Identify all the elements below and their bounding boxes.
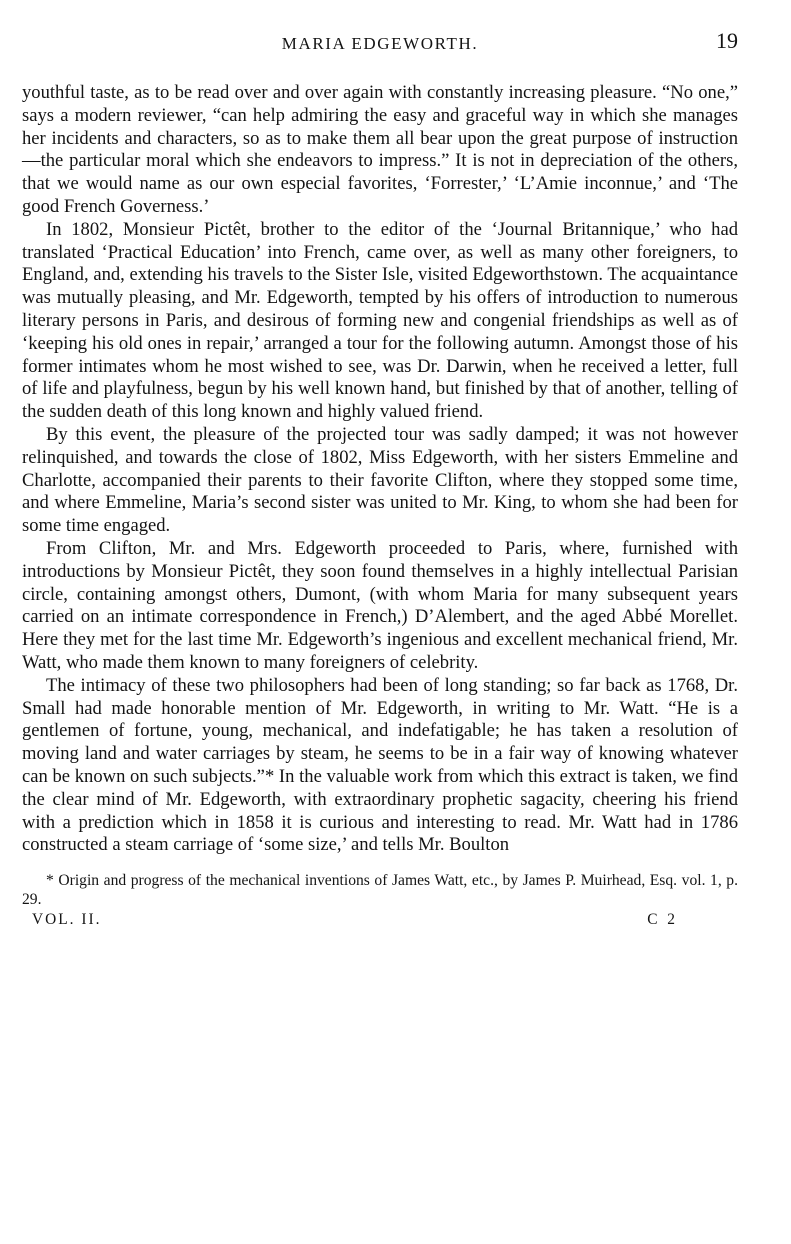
footnote: * Origin and progress of the mechanical inventions of James Watt, etc., by James P. Muirhead, Esq. vol. 1, p. 29. bbox=[22, 872, 738, 909]
volume-note: VOL. II. bbox=[32, 911, 102, 929]
signature-mark: C 2 bbox=[647, 911, 678, 929]
running-header bbox=[22, 28, 738, 60]
page-number: 19 bbox=[716, 28, 738, 53]
paragraph-tour-clifton: By this event, the pleasure of the projected tour was sadly damped; it was not however relinquished, and towards the close of 1802, Miss Edgeworth, with her sisters Emmeline and Charlotte, accompanied their parents to their favorite Clifton, where they stopped some time, and where Emmeline, Maria’s second sister was united to Mr. King, to whom she had been for some time engaged. bbox=[22, 423, 738, 537]
main-text bbox=[22, 82, 738, 857]
paragraph-watt-friendship: The intimacy of these two philosophers had been of long standing; so far back as 1768, Dr. Small had made honorable mention of Mr. Edgeworth, in writing to Mr. Watt. “He is a gentlemen of fortune, young, mechanical, and indefatigable; he has taken a resolution of moving land and water carriages by steam, he seems to be in a fair way of knowing whatever can be known on such subjects.”* In the valuable work from which this extract is taken, we find the clear mind of Mr. Edgeworth, with extraordinary prophetic sagacity, cheering his friend with a prediction which in 1858 it is curious and interesting to read. Mr. Watt had in 1786 constructed a steam carriage of ‘some size,’ and tells Mr. Boulton bbox=[22, 674, 738, 856]
running-title: MARIA EDGEWORTH. bbox=[281, 34, 479, 53]
paragraph-paris: From Clifton, Mr. and Mrs. Edgeworth proceeded to Paris, where, furnished with introductions by Monsieur Pictêt, they soon found themselves in a highly intellectual Parisian circle, containing amongst others, Dumont, (with whom Maria for many subsequent years carried on an intimate correspondence in French,) D’Alembert, and the aged Abbé Morellet. Here they met for the last time Mr. Edgeworth’s ingenious and excellent mechanical friend, Mr. Watt, who made them known to many foreigners of celebrity. bbox=[22, 537, 738, 673]
paragraph-pictet-visit: In 1802, Monsieur Pictêt, brother to the editor of the ‘Journal Britannique,’ who had translated ‘Practical Education’ into French, came over, as well as many other foreigners, to England, and, extending his travels to the Sister Isle, visited Edgeworthstown. The acquaintance was mutually pleasing, and Mr. Edgeworth, tempted by his offers of introduction to numerous literary persons in Paris, and desirous of forming new and congenial friendships as well as of ‘keeping his old ones in repair,’ arranged a tour for the following autumn. Amongst those of his former intimates whom he most wished to see, was Dr. Darwin, when he received a letter, full of life and playfulness, begun by his well known hand, but finished by that of another, telling of the sudden death of this long known and highly valued friend. bbox=[22, 218, 738, 423]
page-footer bbox=[22, 911, 738, 935]
paragraph-continued: youthful taste, as to be read over and over again with constantly increasing pleasure. “No one,” says a modern reviewer, “can help admiring the easy and graceful way in which she manages her incidents and characters, so as to make them all bear upon the great purpose of instruction—the particular moral which she endeavors to impress.” It is not in depreciation of the others, that we would name as our own especial favorites, ‘Forrester,’ ‘L’Amie inconnue,’ and ‘The good French Governess.’ bbox=[22, 82, 738, 217]
book-page bbox=[22, 28, 738, 935]
